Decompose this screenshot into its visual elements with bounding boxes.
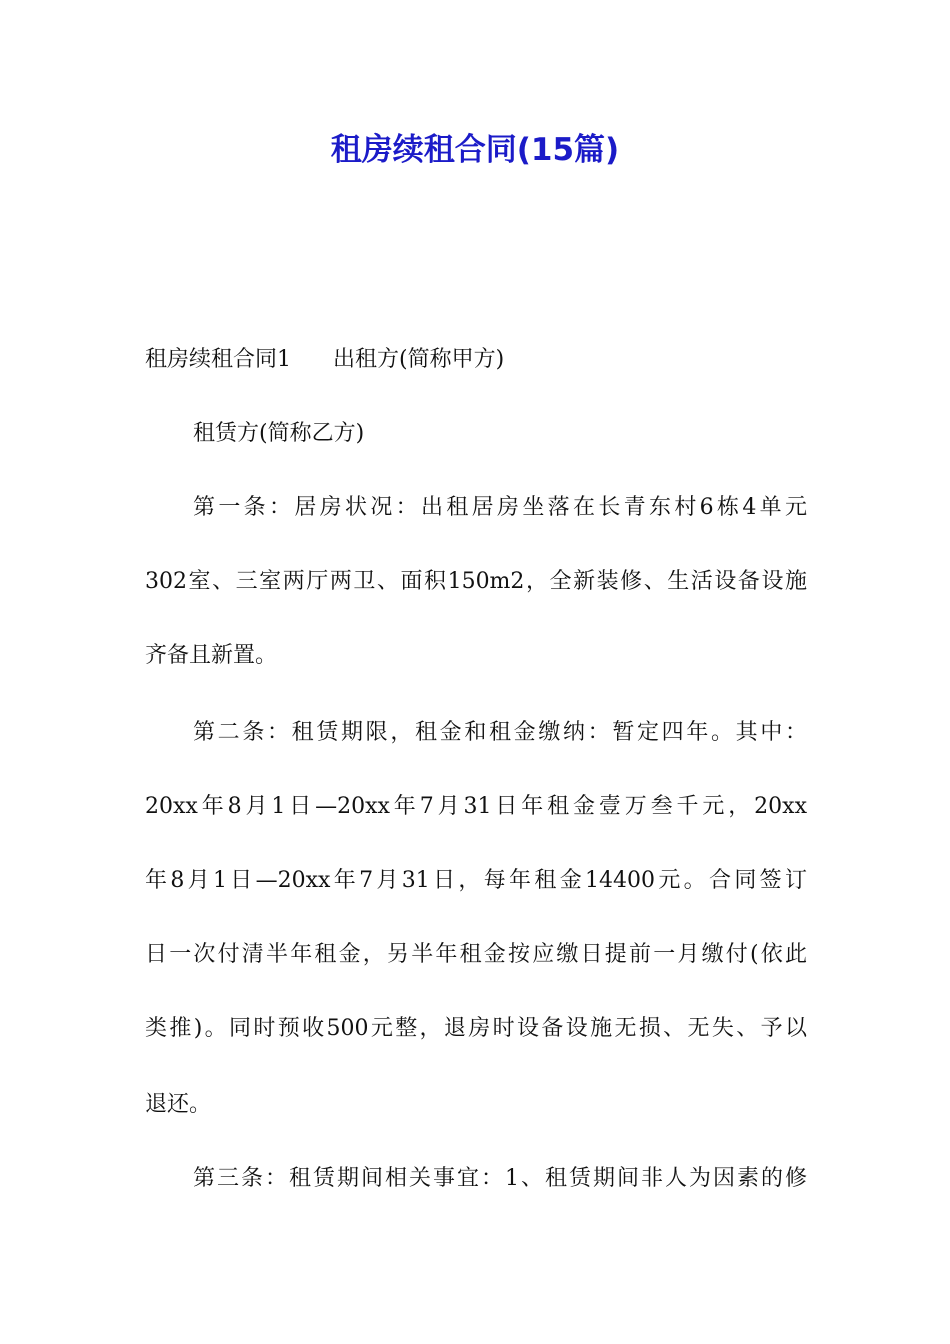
article-2-line-2: 20xx年8月1日—20xx年7月31日年租金壹万叁千元，20xx [145, 794, 807, 819]
article-2-line-5: 类推)。同时预收500元整，退房时设备设施无损、无失、予以 [145, 1016, 807, 1041]
article-2-line-1: 第二条：租赁期限，租金和租金缴纳：暂定四年。其中： [193, 720, 807, 745]
article-2-line-6: 退还。 [145, 1092, 212, 1117]
contract-heading-line [145, 342, 807, 378]
article-1-line-1: 第一条：居房状况：出租居房坐落在长青东村6栋4单元 [193, 495, 807, 520]
contract-number-label: 租房续租合同1 [145, 347, 291, 372]
party-b-label: 租赁方(简称乙方) [193, 421, 365, 446]
party-a-label: 出租方(简称甲方) [333, 347, 505, 372]
article-2-line-3: 年8月1日—20xx年7月31日，每年租金14400元。合同签订 [145, 868, 807, 893]
article-1-line-2: 302室、三室两厅两卫、面积150m2，全新装修、生活设备设施 [145, 569, 807, 594]
article-1-line-3: 齐备且新置。 [145, 643, 278, 668]
document-title: 租房续租合同(15篇) [330, 132, 620, 168]
article-3-line-1: 第三条：租赁期间相关事宜：1、租赁期间非人为因素的修 [193, 1166, 807, 1191]
article-2-line-4: 日一次付清半年租金，另半年租金按应缴日提前一月缴付(依此 [145, 942, 807, 967]
